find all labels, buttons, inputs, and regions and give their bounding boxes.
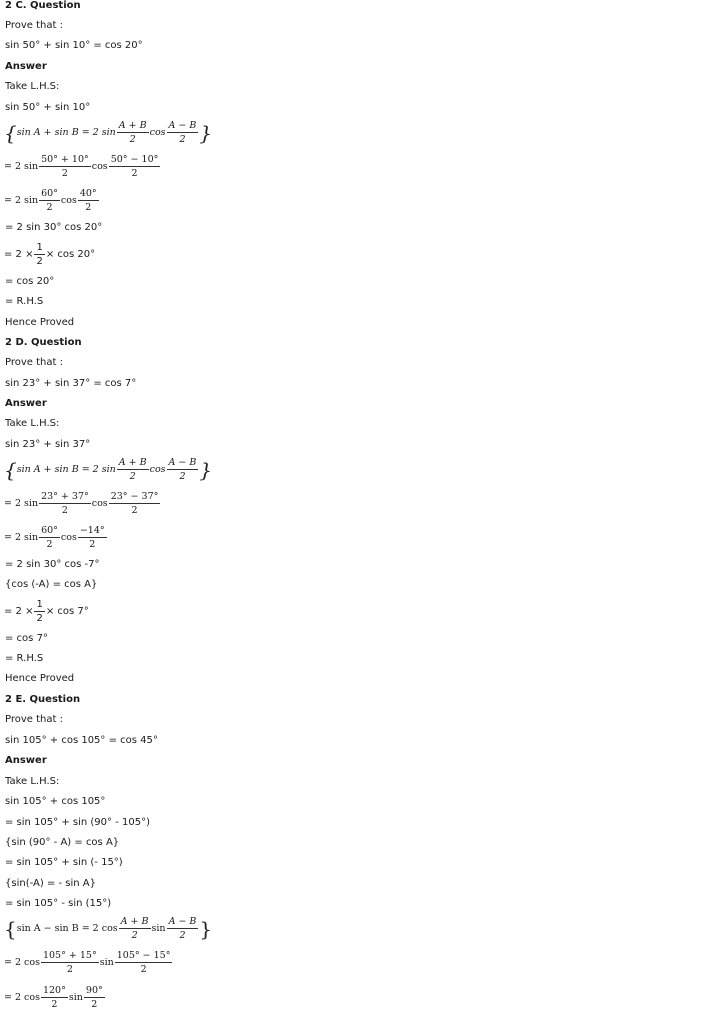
prove-label: Prove that : (5, 357, 63, 368)
step-expression: = 2 × $\frac{1}{2}$ × cos 7° (4, 599, 89, 624)
fraction: $\frac{1}{2}$ (36, 599, 43, 624)
fraction: $\frac{60^\circ}{2}$ (41, 525, 58, 550)
fraction: $\frac{60^\circ}{2}$ (41, 188, 58, 213)
take-lhs-label: Take L.H.S: (5, 776, 60, 787)
lhs-expression: sin 50° + sin 10° (5, 102, 91, 113)
fraction: $\frac{A - B}{2}$ (168, 457, 197, 482)
step-expression: = cos 7° (5, 633, 48, 644)
identity-note: {sin (90° - A) = cos A} (5, 837, 120, 848)
right-brace: } (199, 457, 213, 482)
conclusion: Hence Proved (5, 317, 75, 328)
fraction: $\frac{120^\circ}{2}$ (42, 985, 66, 1010)
take-lhs-label: Take L.H.S: (5, 418, 60, 429)
fraction: $\frac{90^\circ}{2}$ (85, 985, 103, 1010)
answer-label: Answer (5, 61, 47, 72)
step-expression: = sin 105° - sin (15°) (5, 898, 112, 909)
take-lhs-label: Take L.H.S: (5, 81, 60, 92)
step-expression: = 2 sin $\frac{23^\circ + 37^\circ}{2}$ cos $\frac{23^\circ - 37^\circ}{2}$ (4, 491, 159, 516)
step-expression: = 2 sin $\frac{60^\circ}{2}$ cos $\frac{40^\circ}{2}$ (4, 188, 97, 213)
lhs-expression: sin 23° + sin 37° (5, 439, 91, 450)
step-expression: = sin 105° + sin (90° - 105°) (5, 817, 150, 828)
problem-statement: sin 50° + sin 10° = cos 20° (5, 40, 143, 51)
step-expression: = 2 sin $\frac{60^\circ}{2}$ cos $\frac{-14^\circ}{2}$ (4, 525, 105, 550)
identity-formula: { sin A + sin B = 2 sin $\frac{A + B}{2}$ cos $\frac{A - B}{2}$ } (4, 457, 213, 482)
answer-label: Answer (5, 398, 47, 409)
right-brace: } (199, 916, 213, 941)
left-brace: { (4, 120, 17, 145)
step-expression: = 2 cos $\frac{120^\circ}{2}$ sin $\frac{90^\circ}{2}$ (4, 985, 103, 1010)
fraction: $\frac{23^\circ - 37^\circ}{2}$ (110, 491, 159, 516)
fraction: $\frac{105^\circ - 15^\circ}{2}$ (116, 950, 171, 975)
fraction: $\frac{A - B}{2}$ (168, 916, 197, 941)
fraction: $\frac{A + B}{2}$ (118, 457, 147, 482)
question-heading: 2 C. Question (5, 0, 81, 11)
question-heading: 2 E. Question (5, 694, 81, 705)
left-brace: { (4, 457, 17, 482)
fraction: $\frac{A + B}{2}$ (120, 916, 149, 941)
fraction: $\frac{23^\circ + 37^\circ}{2}$ (41, 491, 89, 516)
step-expression: = 2 sin 30° cos -7° (5, 559, 100, 570)
question-heading: 2 D. Question (5, 337, 82, 348)
fraction: $\frac{1}{2}$ (36, 242, 43, 267)
identity-formula: { sin A − sin B = 2 cos $\frac{A + B}{2}$ sin $\frac{A - B}{2}$ } (4, 916, 213, 941)
fraction: $\frac{105^\circ + 15^\circ}{2}$ (42, 950, 97, 975)
step-expression: = sin 105° + sin (- 15°) (5, 857, 123, 868)
step-expression: = 2 sin $\frac{50^\circ + 10^\circ}{2}$ cos $\frac{50^\circ - 10^\circ}{2}$ (4, 154, 159, 179)
fraction: $\frac{40^\circ}{2}$ (79, 188, 97, 213)
right-brace: } (199, 120, 213, 145)
identity-formula: { sin A + sin B = 2 sin $\frac{A + B}{2}$ cos $\frac{A - B}{2}$ } (4, 120, 213, 145)
fraction: $\frac{50^\circ + 10^\circ}{2}$ (41, 154, 89, 179)
fraction: $\frac{-14^\circ}{2}$ (79, 525, 105, 550)
fraction: $\frac{50^\circ - 10^\circ}{2}$ (110, 154, 159, 179)
step-expression: = cos 20° (5, 276, 55, 287)
lhs-expression: sin 105° + cos 105° (5, 796, 106, 807)
problem-statement: sin 105° + cos 105° = cos 45° (5, 735, 158, 746)
left-brace: { (4, 916, 17, 941)
fraction: $\frac{A + B}{2}$ (118, 120, 147, 145)
rhs-label: = R.H.S (5, 653, 44, 664)
step-expression: = 2 cos $\frac{105^\circ + 15^\circ}{2}$ sin $\frac{105^\circ - 15^\circ}{2}$ (4, 950, 171, 975)
prove-label: Prove that : (5, 714, 63, 725)
problem-statement: sin 23° + sin 37° = cos 7° (5, 378, 137, 389)
identity-note: {cos (-A) = cos A} (5, 579, 98, 590)
prove-label: Prove that : (5, 20, 63, 31)
conclusion: Hence Proved (5, 673, 75, 684)
step-expression: = 2 × $\frac{1}{2}$ × cos 20° (4, 242, 96, 267)
rhs-label: = R.H.S (5, 296, 44, 307)
answer-label: Answer (5, 755, 47, 766)
step-expression: = 2 sin 30° cos 20° (5, 222, 103, 233)
identity-note: {sin(-A) = - sin A} (5, 878, 96, 889)
fraction: $\frac{A - B}{2}$ (168, 120, 197, 145)
